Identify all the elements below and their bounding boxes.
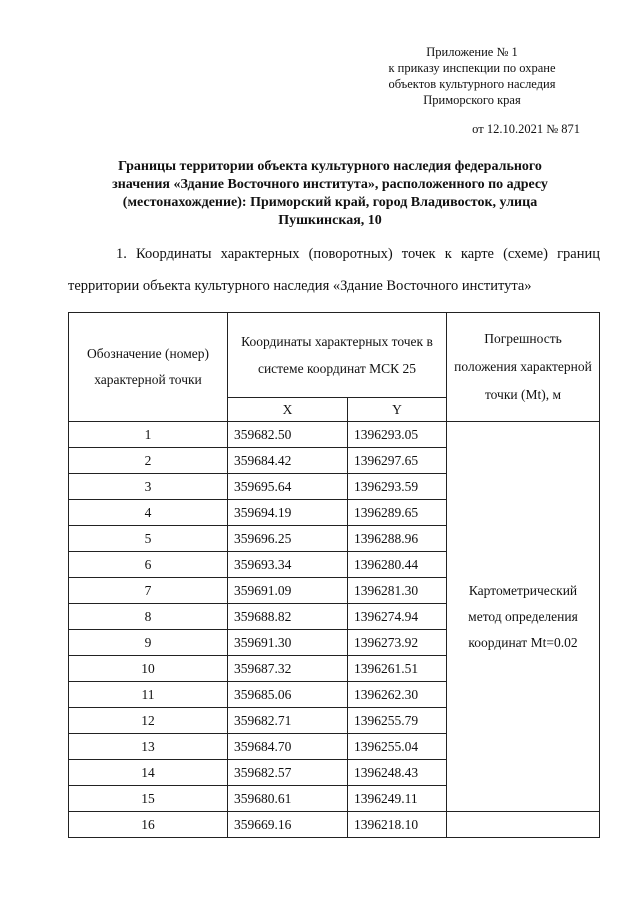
coord-x: 359682.71 (228, 708, 348, 734)
coord-y: 1396289.65 (348, 500, 447, 526)
point-number: 16 (69, 812, 228, 838)
coord-x: 359694.19 (228, 500, 348, 526)
coord-y: 1396255.79 (348, 708, 447, 734)
table-body (69, 422, 600, 838)
point-number: 11 (69, 682, 228, 708)
coord-x: 359688.82 (228, 604, 348, 630)
appendix-line: Приморского края (423, 93, 521, 107)
header-coordinates: Координаты характерных точек в системе координат МСК 25 (228, 313, 447, 398)
coord-x: 359691.09 (228, 578, 348, 604)
header-x: X (228, 398, 348, 422)
coord-y: 1396274.94 (348, 604, 447, 630)
appendix-line: Приложение № 1 (426, 45, 518, 59)
coord-y: 1396273.92 (348, 630, 447, 656)
method-cell: Картометрический метод определения координат Mt=0.02 (447, 422, 600, 812)
appendix-line: к приказу инспекции по охране (388, 61, 556, 75)
coord-y: 1396255.04 (348, 734, 447, 760)
coord-x: 359669.16 (228, 812, 348, 838)
header-y: Y (348, 398, 447, 422)
appendix-line: объектов культурного наследия (388, 77, 556, 91)
empty-cell (447, 812, 600, 838)
coordinates-table (68, 312, 600, 838)
coord-y: 1396249.11 (348, 786, 447, 812)
coord-y: 1396281.30 (348, 578, 447, 604)
point-number: 9 (69, 630, 228, 656)
coord-x: 359687.32 (228, 656, 348, 682)
point-number: 14 (69, 760, 228, 786)
coord-y: 1396218.10 (348, 812, 447, 838)
coord-y: 1396293.59 (348, 474, 447, 500)
point-number: 15 (69, 786, 228, 812)
document-title: Границы территории объекта культурного наследия федерального значения «Здание Восточного института», расположенного по адресу (местонахождение): Приморский край, город Владивосток, улица Пушкинская, 10 (112, 159, 548, 228)
coord-y: 1396248.43 (348, 760, 447, 786)
point-number: 4 (69, 500, 228, 526)
coord-x: 359682.57 (228, 760, 348, 786)
point-number: 6 (69, 552, 228, 578)
coord-y: 1396293.05 (348, 422, 447, 448)
point-number: 7 (69, 578, 228, 604)
coord-y: 1396297.65 (348, 448, 447, 474)
point-number: 13 (69, 734, 228, 760)
coord-y: 1396262.30 (348, 682, 447, 708)
point-number: 8 (69, 604, 228, 630)
point-number: 2 (69, 448, 228, 474)
appendix-date: от 12.10.2021 № 871 (472, 122, 580, 136)
coord-x: 359696.25 (228, 526, 348, 552)
table-row (69, 812, 600, 838)
coord-x: 359682.50 (228, 422, 348, 448)
point-number: 1 (69, 422, 228, 448)
coord-x: 359691.30 (228, 630, 348, 656)
header-point-designation: Обозначение (номер) характерной точки (69, 313, 228, 422)
section-paragraph: 1. Координаты характерных (поворотных) точек к карте (схеме) границ территории объекта культурного наследия «Здание Восточного института» (68, 246, 600, 294)
appendix-header (352, 44, 592, 108)
coord-x: 359695.64 (228, 474, 348, 500)
coord-x: 359693.34 (228, 552, 348, 578)
table-row (69, 422, 600, 448)
coord-x: 359680.61 (228, 786, 348, 812)
coord-y: 1396261.51 (348, 656, 447, 682)
coord-y: 1396288.96 (348, 526, 447, 552)
header-error: Погрешность положения характерной точки (Mt), м (447, 313, 600, 422)
coord-y: 1396280.44 (348, 552, 447, 578)
coord-x: 359685.06 (228, 682, 348, 708)
coord-x: 359684.70 (228, 734, 348, 760)
point-number: 12 (69, 708, 228, 734)
coord-x: 359684.42 (228, 448, 348, 474)
point-number: 3 (69, 474, 228, 500)
point-number: 10 (69, 656, 228, 682)
point-number: 5 (69, 526, 228, 552)
